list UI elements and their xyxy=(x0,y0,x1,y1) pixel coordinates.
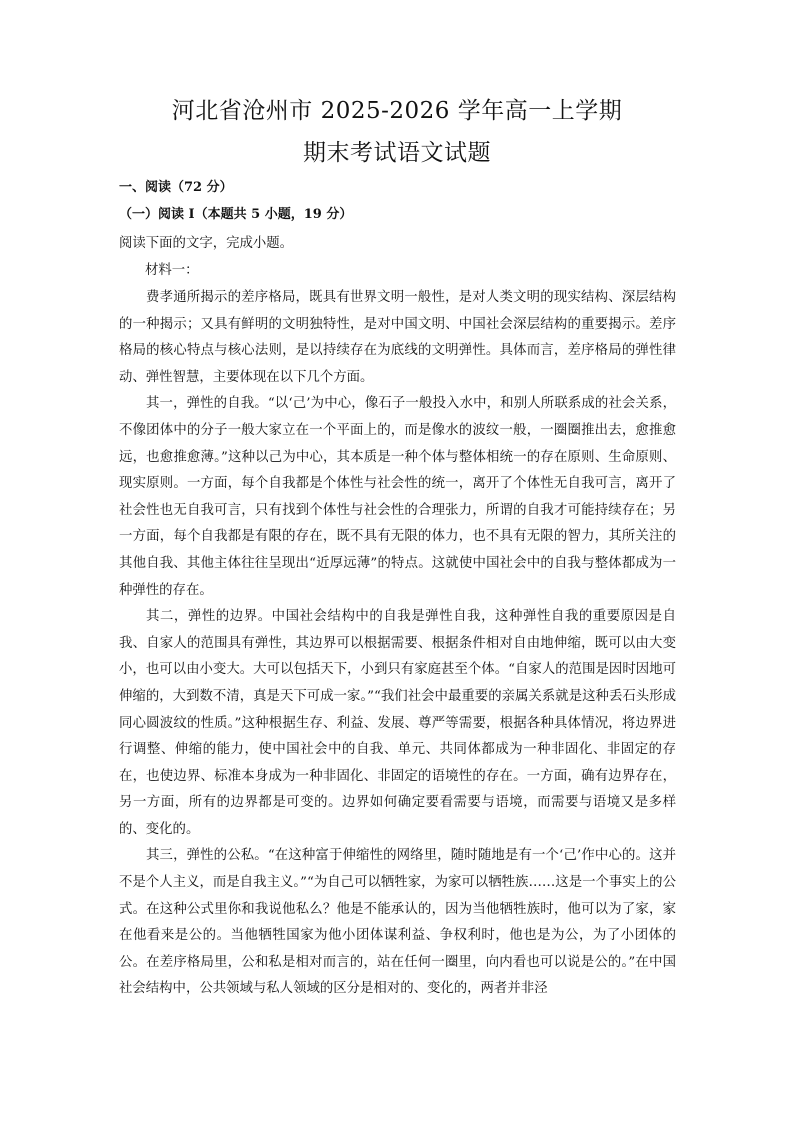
subsection-heading-reading-1: （一）阅读 I（本题共 5 小题，19 分） xyxy=(119,207,353,222)
material-body xyxy=(119,285,676,1003)
paragraph-3: 其二，弹性的边界。中国社会结构中的自我是弹性自我，这种弹性自我的重要原因是自我、自家人的范围具有弹性，其边界可以根据需要、根据条件相对自由地伸缩，既可以由大变小，也可以由小变大。大可以包括天下，小到只有家庭甚至个体。“自家人的范围是因时因地可伸缩的，大到数不清，真是天下可成一家。”“我们社会中最重要的亲属关系就是这种丢石头形成同心圆波纹的性质。”这种根据生存、利益、发展、尊严等需要，根据各种具体情况，将边界进行调整、伸缩的能力，使中国社会中的自我、单元、共同体都成为一种非固化、非固定的存在，也使边界、标准本身成为一种非固化、非固定的语境性的存在。一方面，确有边界存在，另一方面，所有的边界都是可变的。边界如何确定要看需要与语境，而需要与语境又是多样的、变化的。 xyxy=(119,609,676,837)
material-label: 材料一： xyxy=(145,263,199,278)
section-heading-reading: 一、阅读（72 分） xyxy=(119,180,233,195)
paragraph-4: 其三，弹性的公私。“在这种富于伸缩性的网络里，随时随地是有一个‘己’作中心的。这并不是个人主义，而是自我主义。”“为自己可以牺牲家，为家可以牺牲族……这是一个事实上的公式。在这种公式里你和我说他私么？他是不能承认的，因为当他牺牲族时，他可以为了家，家在他看来是公的。当他牺牲国家为他小团体谋利益、争权利时，他也是为公，为了小团体的公。在差序格局里，公和私是相对而言的，站在任何一圈里，向内看也可以说是公的。”在中国社会结构中，公共领域与私人领域的区分是相对的、变化的，两者并非泾 xyxy=(119,848,676,997)
document-title-line2: 期末考试语文试题 xyxy=(303,140,491,166)
paragraph-2: 其一，弹性的自我。“以‘己’为中心，像石子一般投入水中，和别人所联系成的社会关系，不像团体中的分子一般大家立在一个平面上的，而是像水的波纹一般，一圈圈推出去，愈推愈远，也愈推愈薄。”这种以己为中心，其本质是一种个体与整体相统一的存在原则、生命原则、现实原则。一方面，每个自我都是个体性与社会性的统一，离开了个体性无自我可言，离开了社会性也无自我可言，只有找到个体性与社会性的合理张力，所谓的自我才可能持续存在；另一方面，每个自我都是有限的存在，既不具有无限的体力，也不具有无限的智力，其所关注的其他自我、其他主体往往呈现出“近厚远薄”的特点。这就使中国社会中的自我与整体都成为一种弹性的存在。 xyxy=(119,396,676,598)
paragraph-1: 费孝通所揭示的差序格局，既具有世界文明一般性，是对人类文明的现实结构、深层结构的一种揭示；又具有鲜明的文明独特性，是对中国文明、中国社会深层结构的重要揭示。差序格局的核心特点与核心法则，是以持续存在为底线的文明弹性。具体而言，差序格局的弹性律动、弹性智慧，主要体现在以下几个方面。 xyxy=(119,290,676,385)
instruction-text: 阅读下面的文字，完成小题。 xyxy=(119,236,294,251)
document-title-line1: 河北省沧州市 2025-2026 学年高一上学期 xyxy=(171,98,623,124)
